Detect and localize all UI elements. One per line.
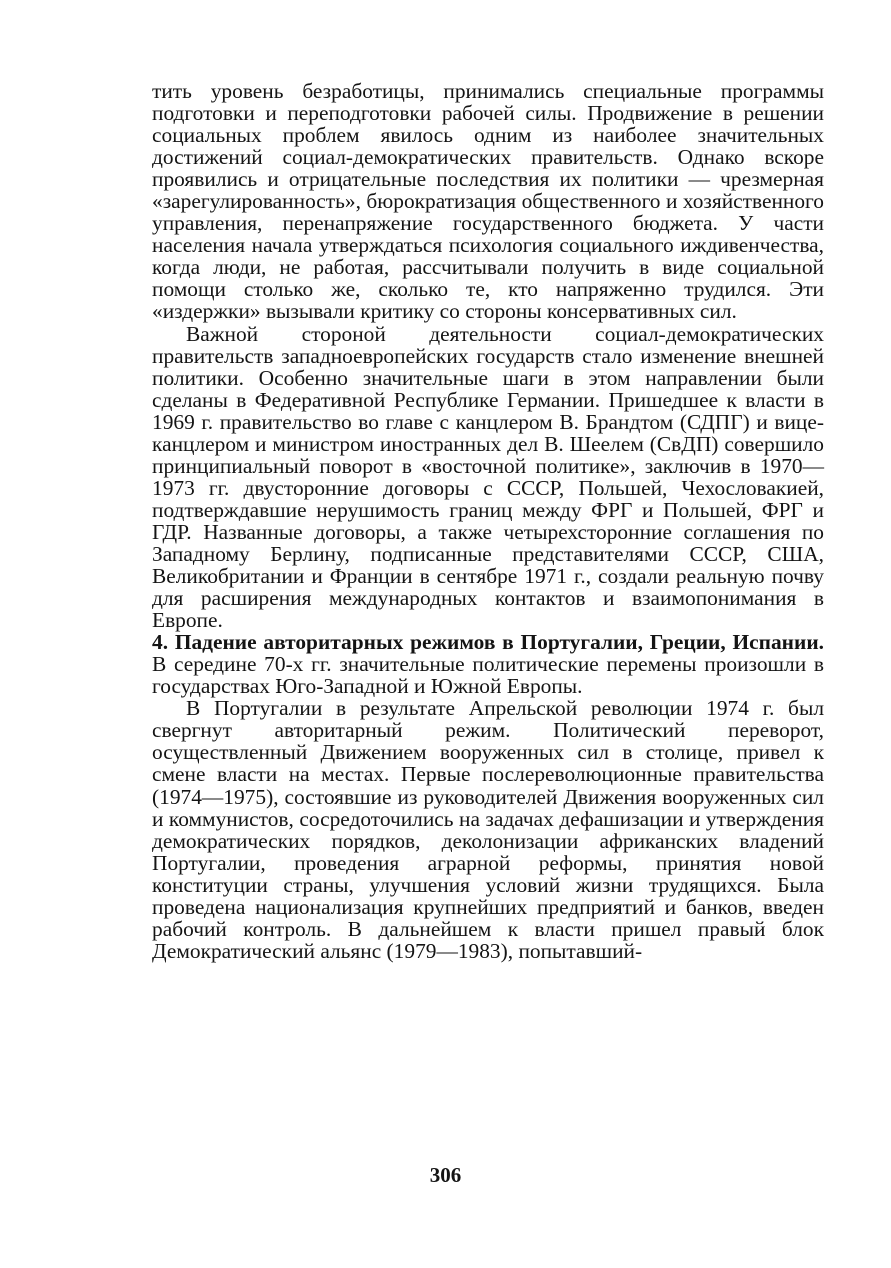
paragraph-foreign-policy: Важной стороной деятельности социал-демократических правительств западноевропейских государств стало изменение внешней политики. Особенно значительные шаги в этом направлении были сделаны в Федеративной Республике Германии. Пришедшее к власти в 1969 г. правительство во главе с канцлером В. Брандтом (СДПГ) и вице-канцлером и министром иностранных дел В. Шеелем (СвДП) совершило принципиальный поворот в «восточной политике», заключив в 1970—1973 гг. двусторонние договоры с СССР, Польшей, Чехословакией, подтверждавшие нерушимость границ между ФРГ и Польшей, ФРГ и ГДР. Названные договоры, а также четырехсторонние соглашения по Западному Берлину, подписанные представителями СССР, США, Великобритании и Франции в сентябре 1971 г., создали реальную почву для расширения международных контактов и взаимопонимания в Европе. (152, 321, 824, 633)
paragraph-section-heading (152, 631, 824, 697)
paragraph-portugal: В Португалии в результате Апрельской революции 1974 г. был свергнут авторитарный режим. Политический переворот, осуществленный Движением вооруженных сил в столице, привел к смене власти на местах. Первые послереволюционные правительства (1974—1975), состоявшие из руководителей Движения вооруженных сил и коммунистов, сосредоточились на задачах дефашизации и утверждения демократических порядков, деколонизации африканских владений Португалии, проведения аграрной реформы, принятия новой конституции страны, улучшения условий жизни трудящихся. Была проведена национализация крупнейших предприятий и банков, введен рабочий контроль. В дальнейшем к власти пришел правый блок Демократический альянс (1979—1983), попытавший- (152, 696, 824, 963)
page-number: 306 (429, 1163, 462, 1187)
section-intro-text: В середине 70-х гг. значительные политические перемены произошли в государствах Юго-Западной и Южной Европы. (152, 652, 824, 699)
paragraph-continuation: тить уровень безработицы, принимались специальные программы подготовки и переподготовки рабочей силы. Продвижение в решении социальных проблем явилось одним из наиболее значительных достижений социал-демократических правительств. Однако вскоре проявились и отрицательные последствия их политики — чрезмерная «зарегулированность», бюрократизация общественного и хозяйственного управления, перенапряжение государственного бюджета. У части населения начала утверждаться психология социального иждивенчества, когда люди, не работая, рассчитывали получить в виде социальной помощи столько же, сколько те, кто напряженно трудился. Эти «издержки» вызывали критику со стороны консервативных сил. (152, 79, 824, 324)
section-heading: 4. Падение авторитарных режимов в Португалии, Греции, Испании. (152, 630, 824, 655)
page-body (152, 80, 824, 962)
